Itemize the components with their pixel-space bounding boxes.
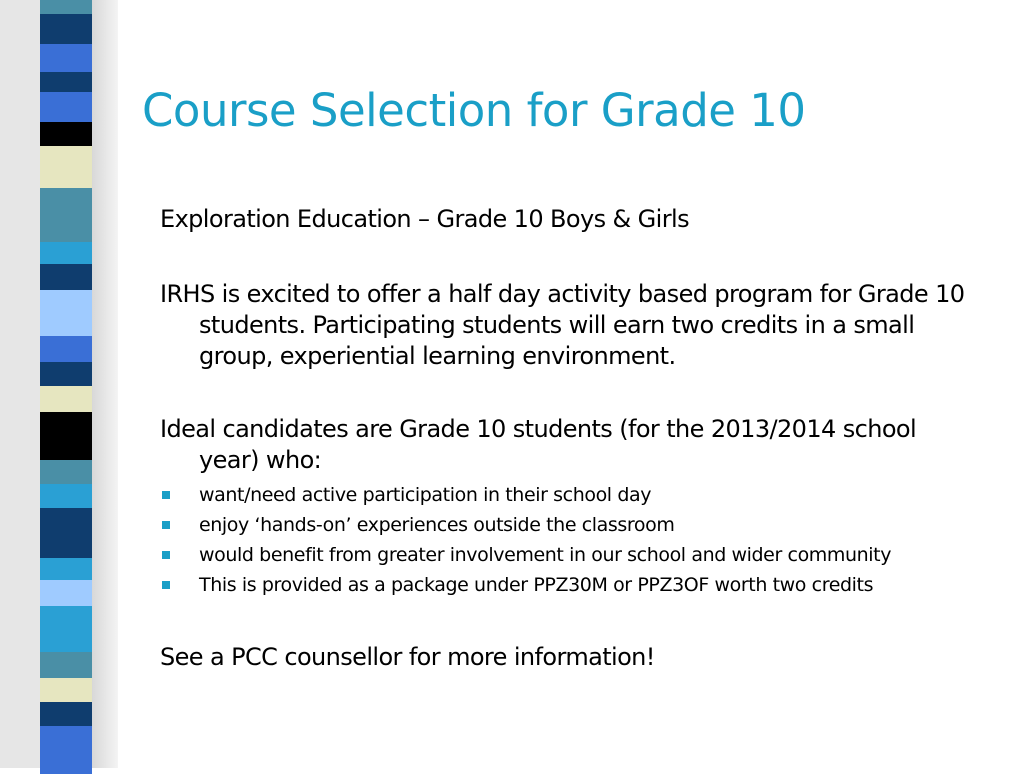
- candidates-intro: Ideal candidates are Grade 10 students (for the 2013/2014 school year) who:: [160, 415, 917, 474]
- list-item: [160, 480, 980, 510]
- square-bullet-icon: [162, 491, 170, 499]
- list-item: [160, 570, 980, 600]
- square-bullet-icon: [162, 581, 170, 589]
- stripe-segment: [40, 558, 92, 580]
- stripe-segment: [40, 412, 92, 434]
- stripe-segment: [40, 314, 92, 336]
- stripe-segment: [40, 72, 92, 92]
- stripe-segment: [40, 434, 92, 460]
- bullet-text: enjoy ‘hands-on’ experiences outside the classroom: [199, 514, 675, 536]
- package-bullet-list: [160, 570, 980, 600]
- stripe-segment: [40, 336, 92, 362]
- bullet-text: want/need active participation in their school day: [199, 484, 652, 506]
- slide-title: Course Selection for Grade 10: [142, 84, 806, 137]
- stripe-segment: [40, 146, 92, 166]
- list-item: [160, 510, 980, 540]
- stripe-segment: [40, 630, 92, 652]
- stripe-segment: [40, 508, 92, 532]
- closing-line: See a PCC counsellor for more information!: [160, 643, 655, 671]
- stripe-segment: [40, 216, 92, 242]
- stripe-segment: [40, 44, 92, 72]
- decorative-side-bar: [0, 0, 118, 768]
- stripe-segment: [40, 188, 92, 216]
- stripe-segment: [40, 92, 92, 122]
- stripe-segment: [40, 242, 92, 264]
- stripe-segment: [40, 460, 92, 484]
- stripe-segment: [40, 122, 92, 146]
- stripe-segment: [40, 484, 92, 508]
- stripe-segment: [40, 0, 92, 14]
- bullet-text: would benefit from greater involvement in our school and wider community: [199, 544, 892, 566]
- stripe-segment: [40, 678, 92, 702]
- stripe-segment: [40, 290, 92, 314]
- stripe-segment: [40, 606, 92, 630]
- stripe-segment: [40, 652, 92, 678]
- stripe-segment: [40, 702, 92, 726]
- stripe-segment: [40, 362, 92, 386]
- stripe-segment: [40, 752, 92, 774]
- side-bar-shade: [92, 0, 118, 768]
- square-bullet-icon: [162, 521, 170, 529]
- stripe-segment: [40, 14, 92, 44]
- stripe-segment: [40, 580, 92, 606]
- stripe-segment: [40, 166, 92, 188]
- subheading: Exploration Education – Grade 10 Boys & Girls: [160, 205, 689, 233]
- list-item: [160, 540, 980, 570]
- square-bullet-icon: [162, 551, 170, 559]
- stripe-segment: [40, 532, 92, 558]
- stripe-column: [40, 0, 92, 768]
- stripe-segment: [40, 386, 92, 412]
- candidate-bullet-list: [160, 480, 980, 570]
- stripe-segment: [40, 726, 92, 752]
- intro-paragraph: IRHS is excited to offer a half day activity based program for Grade 10 students. Participating students will earn two credits in a small group, experiential learning environment.: [160, 280, 965, 370]
- package-note: This is provided as a package under PPZ30M or PPZ3OF worth two credits: [199, 574, 874, 596]
- stripe-segment: [40, 264, 92, 290]
- slide-content: [160, 204, 980, 673]
